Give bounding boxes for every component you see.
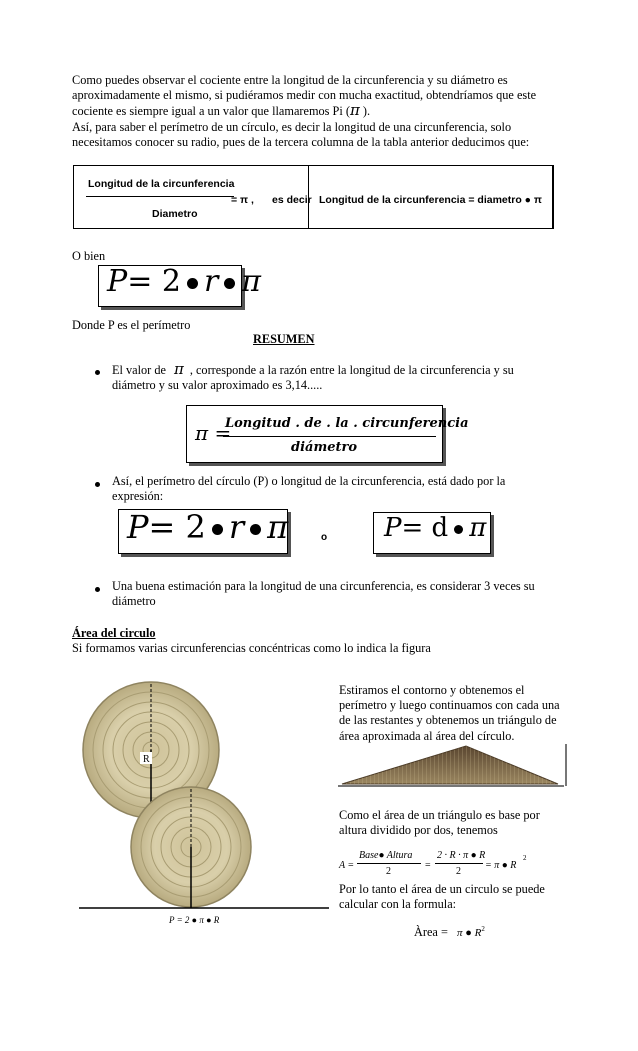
area-text-3 — [339, 882, 569, 912]
area-text-2 — [339, 808, 569, 838]
pi-symbol: π — [173, 360, 184, 378]
fraction-line — [357, 863, 421, 864]
area-title: Área del circulo — [72, 626, 156, 640]
bullet-line: Así, el perímetro del círculo (P) o longitud de la circunferencia, está dado por la — [112, 474, 506, 488]
formula-p: P — [384, 513, 402, 543]
bullet-line: expresión: — [112, 489, 164, 504]
triangle-area-formula — [339, 850, 569, 884]
area-final-formula — [414, 925, 485, 940]
formula-pi-numerator: Longitud . de . la . circunferencia — [225, 416, 469, 431]
donde-text: Donde P es el perímetro — [72, 318, 191, 332]
formula-pi-box — [186, 405, 469, 463]
bullet-icon — [95, 370, 100, 375]
formula-pi: π — [469, 513, 487, 543]
formula-eq: = — [425, 860, 431, 871]
area-line: de las restantes y obtenemos un triángulo de — [339, 713, 557, 728]
formula-a: A = — [339, 860, 355, 871]
formula-es-decir: es decir — [272, 194, 312, 206]
intro-paragraph — [72, 73, 592, 150]
o-bien-text: O bien — [72, 249, 106, 263]
bullet-line — [112, 362, 552, 378]
formula-pi: π — [267, 508, 289, 546]
bullet-text-3 — [112, 579, 562, 609]
bullet-text: , corresponde a la razón entre la longitud de la circunferencia y su — [189, 363, 514, 377]
bullet-icon — [95, 482, 100, 487]
area-line: perímetro y luego continuamos con cada una — [339, 698, 560, 713]
formula-p: P — [107, 264, 128, 299]
fraction-line — [223, 436, 436, 437]
intro-line: necesitamos conocer su radio, pues de la tercera columna de la tabla anterior deducimos que: — [72, 134, 530, 149]
bullet-line: diámetro y su valor aproximado es 3,14..... — [112, 378, 323, 393]
intro-line: Como puedes observar el cociente entre la longitud de la circunferencia y su diámetro es — [72, 73, 508, 87]
formula-result: Longitud de la circunferencia = diametro ● π — [319, 194, 542, 206]
area-line: área aproximada al área del círculo. — [339, 728, 515, 743]
area-exponent: 2 — [481, 925, 485, 933]
bullet-text-1 — [112, 362, 552, 393]
formula-eq: = 2 — [127, 264, 181, 299]
bullet-line: Una buena estimación para la longitud de una circunferencia, es considerar 3 veces su — [112, 579, 535, 593]
area-intro: Si formamos varias circunferencias concéntricas como lo indica la figura — [72, 641, 431, 655]
area-line: calcular con la formula: — [339, 897, 457, 912]
rope-circles-illustration — [74, 664, 334, 936]
formula-pi-denominator: diámetro — [291, 440, 358, 455]
formula-pi: π — [195, 421, 209, 445]
bullet-text: El valor de — [112, 363, 166, 377]
formula-equals-pi: = π , — [231, 194, 254, 206]
intro-line: Así, para saber el perímetro de un círculo, es decir la longitud de una circunferencia, solo — [72, 119, 512, 134]
formula-box-longitud — [73, 165, 553, 229]
area-line: altura dividido por dos, tenemos — [339, 823, 498, 838]
formula-eq: = d — [401, 513, 449, 543]
resumen-title: RESUMEN — [253, 332, 315, 346]
bullet-text-2 — [112, 474, 552, 504]
intro-line: aproximadamente el mismo, si pudiéramos medir con mucha exactitud, obtendríamos que este — [72, 88, 537, 103]
intro-text: cociente es siempre igual a un valor que llamaremos Pi ( — [72, 104, 350, 119]
formula-numerator: Longitud de la circunferencia — [88, 178, 235, 190]
area-text-1 — [339, 683, 569, 744]
dot-icon — [212, 524, 223, 535]
area-line: Estiramos el contorno y obtenemos el — [339, 683, 525, 697]
formula-o: o — [321, 532, 328, 543]
dot-icon — [224, 278, 235, 289]
radius-label: R — [143, 754, 150, 765]
formula-r: r — [228, 508, 245, 546]
formula-p: P — [127, 508, 149, 546]
area-formula: π ● R — [456, 927, 482, 940]
formula-perimeter-d-box — [373, 512, 491, 554]
formula-perimeter-box — [98, 264, 262, 307]
formula-perimeter-box-2 — [118, 509, 288, 554]
area-line: Por lo tanto el área de un circulo se puede — [339, 882, 545, 896]
formula-numerator: Base● Altura — [359, 850, 413, 861]
formula-exponent: 2 — [523, 854, 527, 862]
dot-icon — [250, 524, 261, 535]
formula-denominator: 2 — [456, 866, 461, 877]
rope-triangle-illustration — [338, 742, 572, 792]
formula-perimeter-d — [384, 513, 486, 543]
formula-result: = π ● R — [485, 860, 517, 871]
pi-symbol: π — [349, 101, 360, 120]
area-label: Àrea = — [414, 925, 448, 940]
perimeter-caption: P = 2 ● π ● R — [169, 915, 220, 925]
formula-denominator: 2 — [386, 866, 391, 877]
formula-r: r — [203, 264, 219, 299]
dot-icon — [454, 525, 463, 534]
formula-eq: = — [214, 421, 232, 445]
formula-pi: π — [241, 264, 262, 299]
formula-result-box — [308, 165, 554, 229]
fraction-line — [435, 863, 483, 864]
formula-eq: = 2 — [148, 508, 206, 546]
formula-denominator: Diametro — [152, 208, 198, 220]
dot-icon — [187, 278, 198, 289]
bullet-icon — [95, 587, 100, 592]
intro-text: ). — [359, 104, 371, 119]
formula-perimeter-2 — [127, 508, 288, 546]
fraction-line — [86, 196, 234, 197]
bullet-line: diámetro — [112, 594, 156, 609]
intro-line — [72, 103, 592, 119]
rope-coil-bottom — [131, 787, 251, 908]
area-line: Como el área de un triángulo es base por — [339, 808, 540, 822]
formula-numerator: 2 · R · π ● R — [437, 850, 486, 861]
formula-perimeter — [107, 264, 261, 299]
